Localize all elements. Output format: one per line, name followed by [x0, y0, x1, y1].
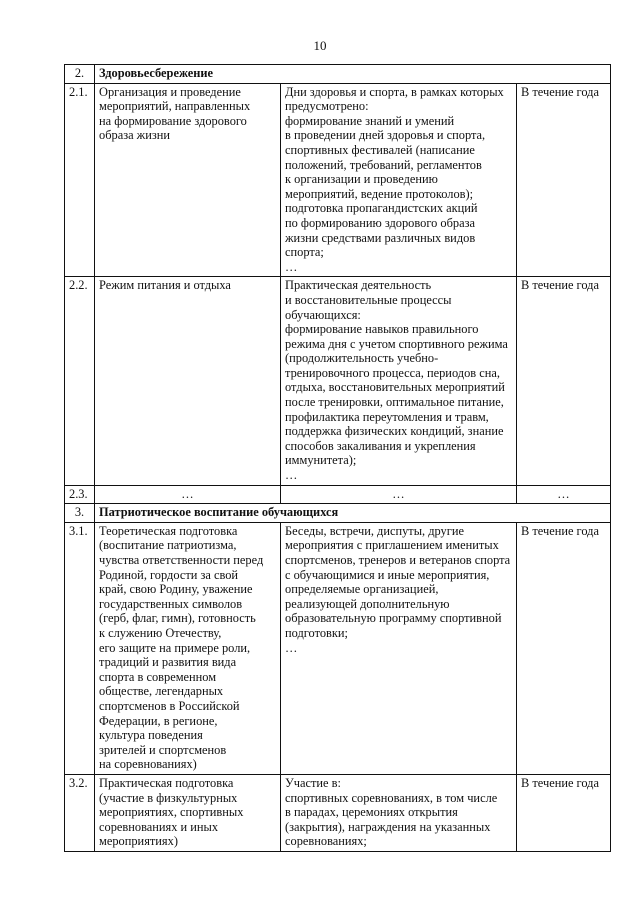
- cell-line: его защите на примере роли,: [99, 640, 251, 655]
- table-row: [65, 277, 611, 485]
- ellipsis-row: [65, 485, 611, 504]
- cell-line: мероприятий, направленных: [99, 99, 251, 114]
- cell-line: Организация и проведение: [99, 84, 241, 99]
- cell-line: с обучающимися и иные мероприятия,: [285, 567, 490, 582]
- cell-line: на формирование здорового: [99, 113, 247, 128]
- cell-line: мероприятий, ведение протоколов);: [285, 186, 474, 201]
- cell-line: подготовки;: [285, 625, 348, 640]
- cell-line: мероприятиях, спортивных: [99, 805, 244, 820]
- cell-line: в проведении дней здоровья и спорта,: [285, 128, 486, 143]
- cell-line: соревнованиях;: [285, 834, 367, 849]
- ellipsis-content: …: [281, 485, 517, 504]
- row-number: 3.1.: [65, 522, 95, 774]
- ellipsis-num: 2.3.: [65, 485, 95, 504]
- cell-line: мероприятиях): [99, 834, 178, 849]
- cell-line: (закрытия), награждения на указанных: [285, 819, 491, 834]
- activity-term: В течение года: [517, 774, 611, 851]
- table-row: [65, 83, 611, 277]
- cell-line: режима дня с учетом спортивного режима: [285, 336, 508, 351]
- cell-line: край, свою Родину, уважение: [99, 582, 253, 597]
- cell-line: реализующей дополнительную: [285, 596, 450, 611]
- ellipsis-term: …: [517, 485, 611, 504]
- cell-line: Практическая подготовка: [99, 775, 234, 790]
- cell-line: профилактика переутомления и травм,: [285, 409, 489, 424]
- cell-line: формирование навыков правильного: [285, 322, 479, 337]
- cell-line: способов закаливания и укрепления: [285, 438, 476, 453]
- cell-line: спортсменов в Российской: [99, 698, 240, 713]
- cell-line: (участие в физкультурных: [99, 790, 238, 805]
- activity-term: В течение года: [517, 277, 611, 485]
- cell-line: Дни здоровья и спорта, в рамках которых: [285, 84, 504, 99]
- cell-line: культура поведения: [99, 728, 203, 743]
- cell-line: Родиной, гордости за свой: [99, 567, 239, 582]
- cell-line: Теоретическая подготовка: [99, 523, 238, 538]
- cell-line: …: [285, 259, 298, 274]
- cell-line: иммунитета);: [285, 453, 357, 468]
- ellipsis-name: …: [95, 485, 281, 504]
- cell-line: обществе, легендарных: [99, 684, 224, 699]
- cell-line: положений, требований, регламентов: [285, 157, 482, 172]
- cell-line: Федерации, в регионе,: [99, 713, 218, 728]
- activity-content: [281, 774, 517, 851]
- cell-line: (воспитание патриотизма,: [99, 538, 237, 553]
- section-header-row: [65, 504, 611, 523]
- cell-line: и восстановительные процессы: [285, 292, 452, 307]
- cell-line: (продолжительность учебно-: [285, 351, 439, 366]
- cell-line: формирование знаний и умений: [285, 113, 455, 128]
- cell-line: …: [285, 640, 298, 655]
- cell-line: обучающихся:: [285, 307, 361, 322]
- cell-line: отдыха, восстановительных мероприятий: [285, 380, 505, 395]
- cell-line: спортивных фестивалей (написание: [285, 142, 475, 157]
- activity-name: [95, 277, 281, 485]
- activity-term: В течение года: [517, 522, 611, 774]
- cell-line: Участие в:: [285, 775, 341, 790]
- cell-line: мероприятия с приглашением именитых: [285, 538, 499, 553]
- cell-line: после тренировки, оптимальное питание,: [285, 395, 504, 410]
- row-number: 2.1.: [65, 83, 95, 277]
- cell-line: государственных символов: [99, 596, 243, 611]
- activity-term: В течение года: [517, 83, 611, 277]
- cell-line: тренировочного процесса, периодов сна,: [285, 365, 500, 380]
- cell-line: к служению Отечеству,: [99, 625, 222, 640]
- activity-content: [281, 522, 517, 774]
- cell-line: определяемые организацией,: [285, 582, 439, 597]
- cell-line: соревнованиях и иных: [99, 819, 219, 834]
- cell-line: предусмотрено:: [285, 99, 369, 114]
- page-number: 10: [313, 38, 327, 53]
- cell-line: к организации и проведению: [285, 172, 438, 187]
- section-title: Здоровьесбережение: [95, 65, 611, 84]
- cell-line: спортивных соревнованиях, в том числе: [285, 790, 498, 805]
- section-number: 2.: [65, 65, 95, 84]
- cell-line: традиций и развития вида: [99, 655, 237, 670]
- cell-line: спорта в современном: [99, 669, 217, 684]
- cell-line: по формированию здорового образа: [285, 215, 475, 230]
- cell-line: Практическая деятельность: [285, 278, 432, 293]
- cell-line: Режим питания и отдыха: [99, 278, 231, 293]
- cell-line: спортсменов, тренеров и ветеранов спорта: [285, 553, 511, 567]
- row-number: 2.2.: [65, 277, 95, 485]
- cell-line: чувства ответственности перед: [99, 553, 264, 567]
- activity-plan-table: [64, 64, 611, 852]
- cell-line: на соревнованиях): [99, 757, 197, 772]
- cell-line: зрителей и спортсменов: [99, 742, 227, 757]
- section-title: Патриотическое воспитание обучающихся: [95, 504, 611, 523]
- table-row: [65, 522, 611, 774]
- cell-line: Беседы, встречи, диспуты, другие: [285, 523, 464, 538]
- section-header-row: [65, 65, 611, 84]
- cell-line: в парадах, церемониях открытия: [285, 805, 458, 820]
- cell-line: образовательную программу спортивной: [285, 611, 502, 626]
- cell-line: поддержка физических кондиций, знание: [285, 424, 504, 439]
- activity-name: [95, 774, 281, 851]
- cell-line: спорта;: [285, 245, 324, 260]
- activity-name: [95, 522, 281, 774]
- section-number: 3.: [65, 504, 95, 523]
- cell-line: …: [285, 468, 298, 483]
- activity-content: [281, 83, 517, 277]
- activity-content: [281, 277, 517, 485]
- activity-name: [95, 83, 281, 277]
- table-row: [65, 774, 611, 851]
- cell-line: подготовка пропагандистских акций: [285, 201, 478, 216]
- cell-line: (герб, флаг, гимн), готовность: [99, 611, 256, 626]
- cell-line: образа жизни: [99, 128, 171, 143]
- row-number: 3.2.: [65, 774, 95, 851]
- cell-line: жизни средствами различных видов: [285, 230, 476, 245]
